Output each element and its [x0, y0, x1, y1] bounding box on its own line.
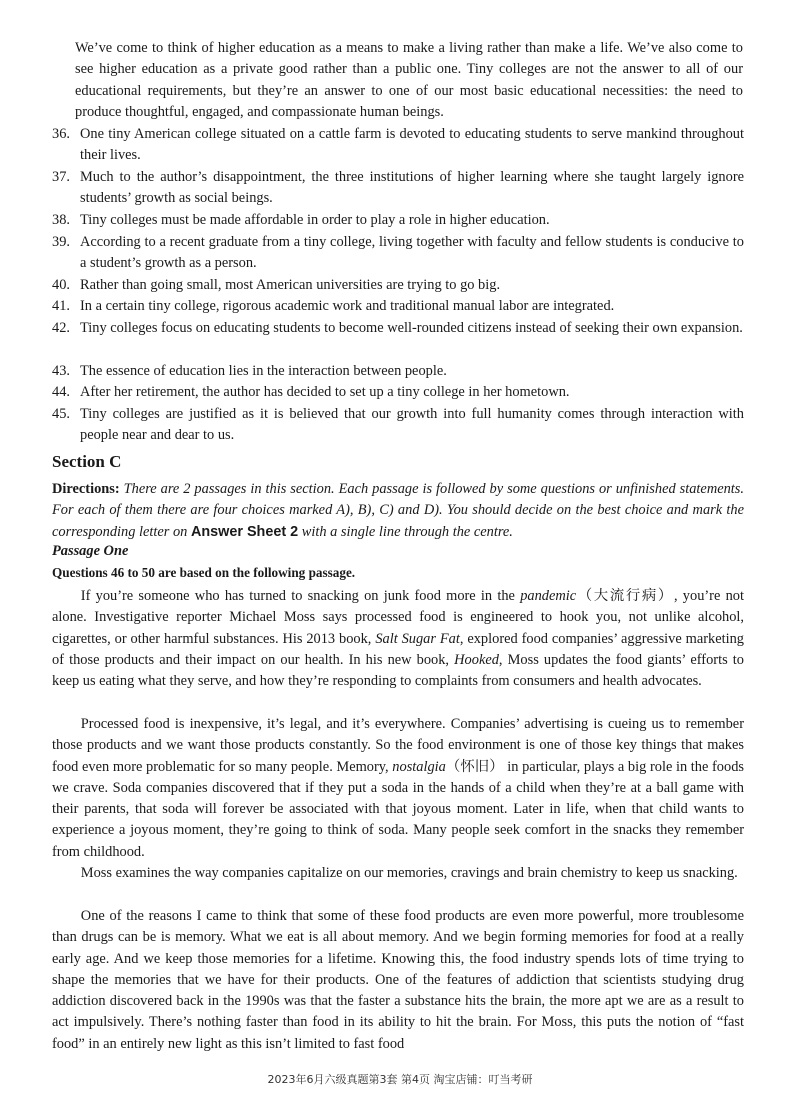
- statement-number: 42.: [52, 320, 70, 336]
- statement-40: [52, 275, 744, 296]
- statement-number: 40.: [52, 277, 70, 293]
- passage-paragraph-3: Moss examines the way companies capitalize on our memories, cravings and brain chemistry to keep us snacking.: [80, 865, 738, 881]
- page-footer: 2023年6月六级真题第3套 第4页 淘宝店铺：叮当考研: [267, 1073, 533, 1086]
- p2-text-a: Processed food is inexpensive, it’s legal, and it’s everywhere. Companies’ advertising is cueing us to remember those products and we want those products constantly. So the food environment is one of those key things that makes food even more problematic for so many people. Memory,: [52, 716, 744, 775]
- nostalgia-term: nostalgia: [392, 758, 446, 775]
- statement-38: [52, 210, 744, 231]
- p2-text-b: in particular, plays a big role in the foods we crave. Soda companies discovered that if they put a soda in the hands of a child when they’re at a ball game with their parents, that soda will forever be associated with that joyous moment. Later in life, when that child wants to experience a joyous moment, they’re going to think of soda. Many people seek comfort in the snacks they remember from childhood.: [52, 758, 744, 860]
- statement-text: Tiny colleges are justified as it is believed that our growth into full humanity comes through interaction with people near and dear to us.: [80, 406, 744, 444]
- nostalgia-gloss: （怀旧）: [445, 758, 504, 775]
- statement-44: [52, 382, 744, 403]
- statement-42: [52, 318, 744, 339]
- book-title-1: Salt Sugar Fat: [375, 630, 460, 647]
- statement-text: Tiny colleges must be made affordable in order to play a role in higher education.: [80, 212, 550, 228]
- statement-number: 41.: [52, 298, 70, 314]
- statement-text: In a certain tiny college, rigorous academic work and traditional manual labor are integrated.: [80, 298, 615, 314]
- statement-43: [52, 361, 744, 382]
- statement-number: 43.: [52, 363, 70, 379]
- statement-text: Rather than going small, most American universities are trying to go big.: [80, 277, 501, 293]
- directions-text-1: There are 2 passages in this section. Each passage is followed by some questions or unfinished statements. For each of them there are four choices marked A), B), C) and D). You should decide on the best choice and mark the corresponding letter on: [52, 481, 744, 540]
- answer-sheet-label: Answer Sheet 2: [190, 523, 299, 540]
- directions-label: Directions:: [52, 481, 120, 497]
- p1-text-c: , explored food companies’ aggressive marketing of those products and their impact on our health. In his new book,: [52, 630, 745, 668]
- statement-text: Much to the author’s disappointment, the three institutions of higher learning where she taught largely ignore students’ growth as social beings.: [80, 169, 744, 207]
- passage-paragraph-1: [52, 586, 744, 692]
- statement-45: [52, 404, 744, 447]
- statement-number: 45.: [52, 406, 70, 422]
- statement-number: 44.: [52, 384, 70, 400]
- statement-number: 39.: [52, 234, 70, 250]
- p1-text-b: , you’re not alone. Investigative reporter Michael Moss says processed food is engineered to hook you, not unlike alcohol, cigarettes, or other harmful substances. His 2013 book,: [52, 588, 744, 647]
- statement-41: [52, 296, 744, 317]
- statement-number: 37.: [52, 169, 70, 185]
- directions-text-2: with a single line through the centre.: [298, 523, 513, 540]
- pandemic-term: pandemic: [520, 588, 577, 604]
- statement-text: Tiny colleges focus on educating students to become well-rounded citizens instead of seeking their own expansion.: [80, 320, 743, 336]
- intro-paragraph: We’ve come to think of higher education as a means to make a living rather than make a life. We’ve also come to see higher education as a private good rather than a public one. Tiny colleges are not the answer to all of our educational requirements, but they’re an answer to one of our most basic educational necessities: the need to produce thoughtful, engaged, and compassionate human beings.: [75, 40, 743, 120]
- statement-39: [52, 232, 744, 275]
- pandemic-gloss: （大流行病）: [576, 588, 674, 604]
- directions: [52, 479, 744, 543]
- passage-paragraph-4: One of the reasons I came to think that some of these food products are even more powerful, more troublesome than drugs can be is memory. What we eat is all about memory. And we begin forming memories for food at a really early age. And we keep those memories for a lifetime. Knowing this, the food industry spends lots of time trying to shape the memories that we have for their products. One of the features of addiction that scientists studying drug addiction discovered back in the 1990s was that the faster a substance hits the brain, the more apt we are as a result to act impulsively. There’s nothing faster than food in its ability to hit the brain. For Moss, this puts the notion of “fast food” in an entirely new light as this isn’t limited to fast food: [52, 908, 744, 1052]
- passage-label: Passage One: [52, 543, 129, 559]
- statement-text: The essence of education lies in the interaction between people.: [80, 363, 447, 379]
- book-title-2: Hooked: [454, 651, 499, 668]
- statement-37: [52, 167, 744, 210]
- statement-36: [52, 124, 744, 167]
- questions-line: Questions 46 to 50 are based on the following passage.: [52, 565, 356, 580]
- passage-paragraph-2: [52, 714, 744, 863]
- statement-text: After her retirement, the author has decided to set up a tiny college in her hometown.: [80, 384, 570, 400]
- section-title: Section C: [52, 452, 122, 471]
- p1-text-d: , Moss updates the food giants’ efforts to keep us eating what they serve, and how they’re responding to complaints from consumers and health advocates.: [52, 651, 744, 690]
- p1-text-a: If you’re someone who has turned to snacking on junk food more in the: [80, 588, 521, 604]
- statement-number: 36.: [52, 126, 70, 142]
- statement-text: According to a recent graduate from a tiny college, living together with faculty and fellow students is conducive to a student’s growth as a person.: [80, 234, 744, 272]
- statement-text: One tiny American college situated on a cattle farm is devoted to educating students to serve mankind throughout their lives.: [80, 126, 744, 164]
- statement-number: 38.: [52, 212, 70, 228]
